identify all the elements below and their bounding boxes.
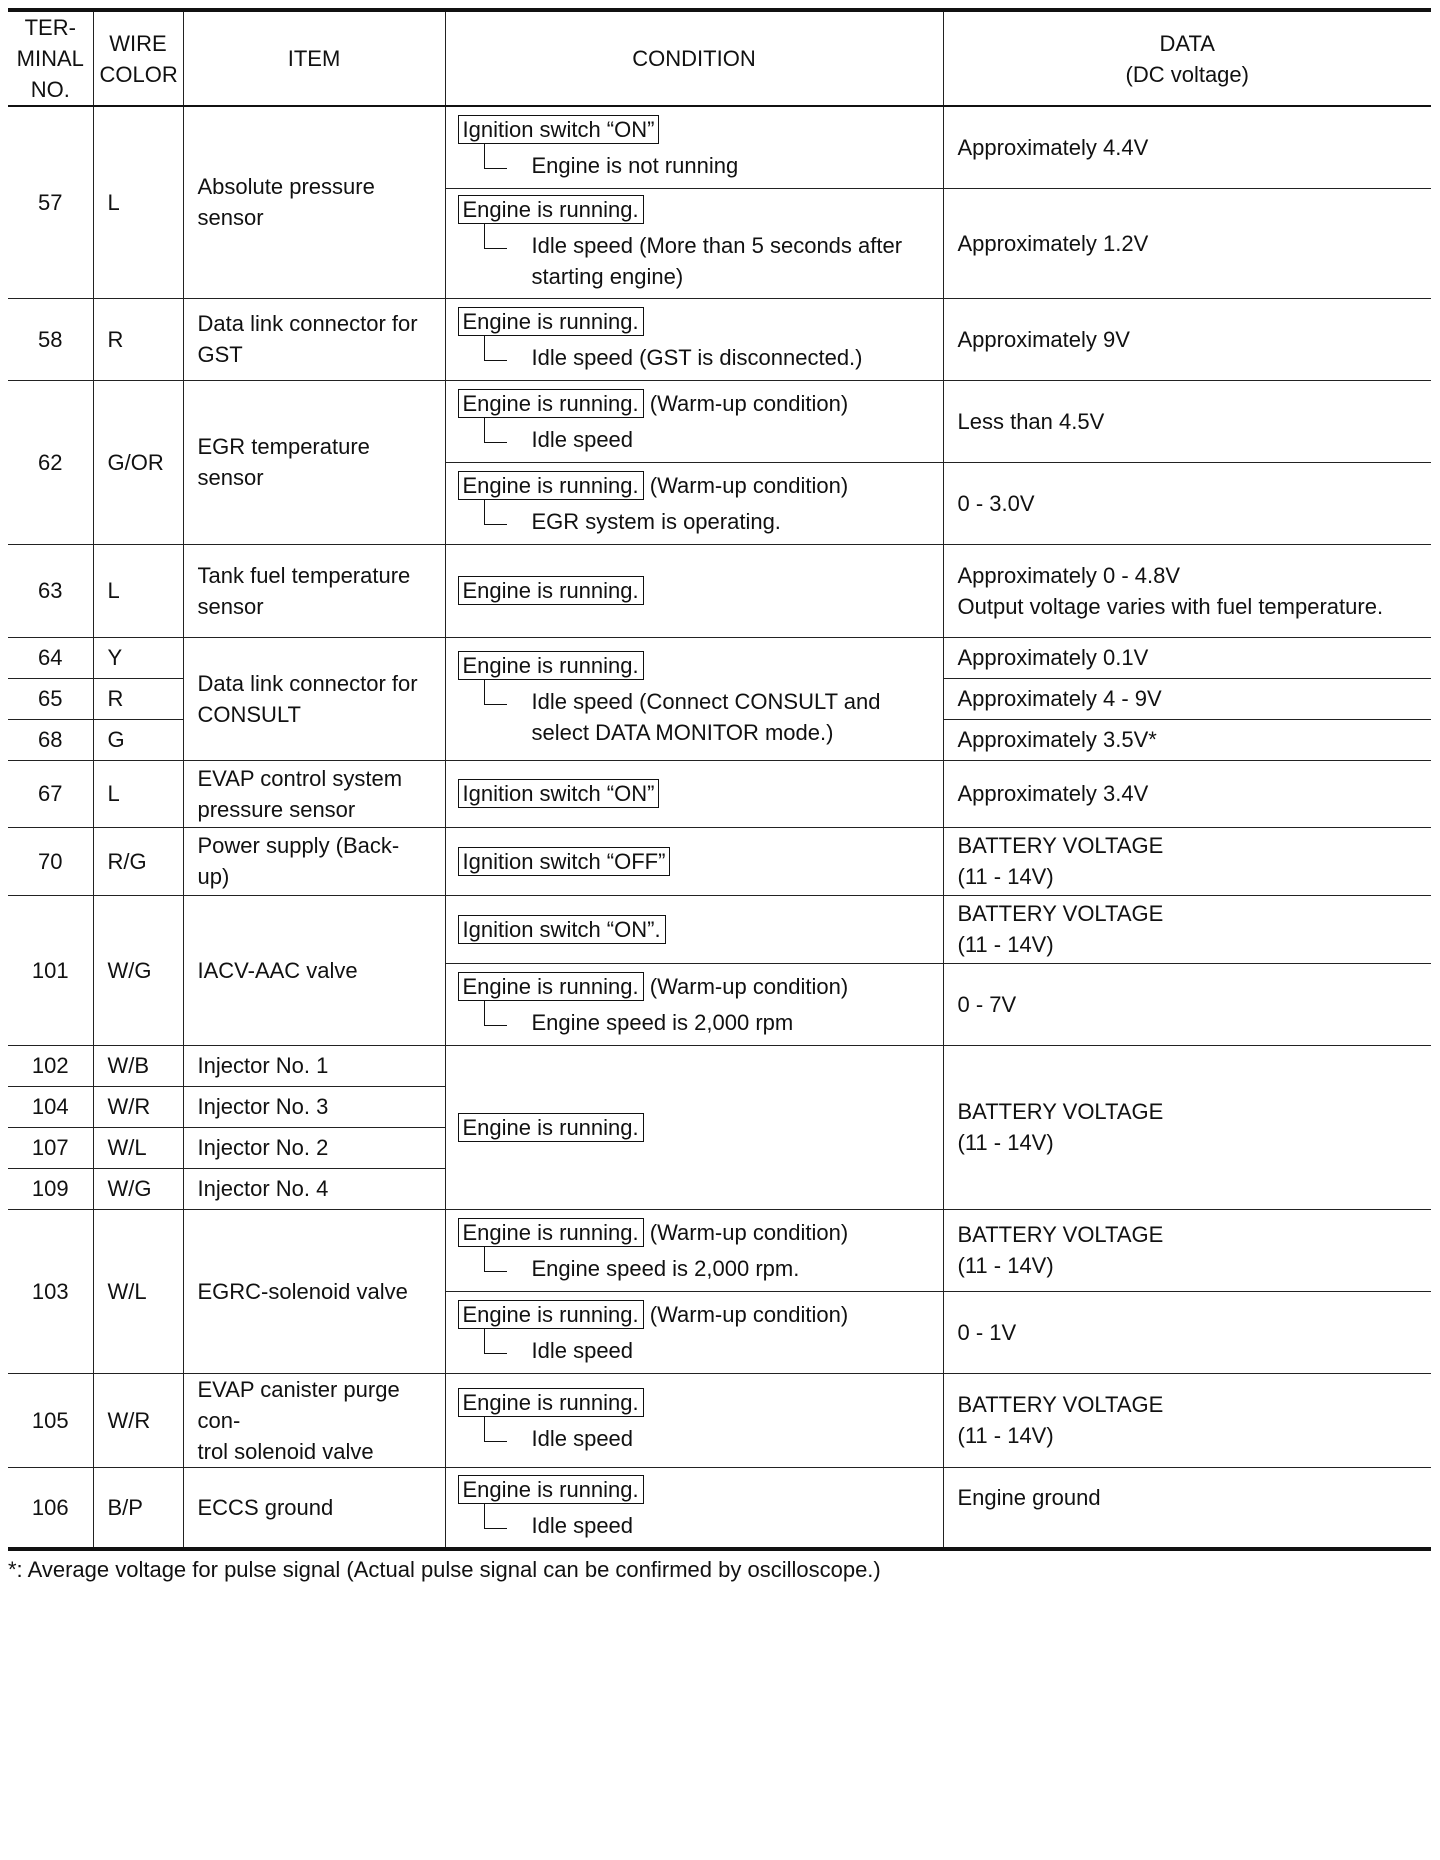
wire-color: W/R [93, 1373, 183, 1467]
branch-icon [484, 1247, 507, 1272]
item-name: IACV-AAC valve [183, 895, 445, 1045]
header-item: ITEM [183, 10, 445, 106]
data-value: BATTERY VOLTAGE (11 - 14V) [943, 1373, 1431, 1467]
data-value: Approximately 4 - 9V [943, 678, 1431, 719]
branch-icon [484, 418, 507, 443]
terminal-no: 101 [8, 895, 93, 1045]
wire-color: W/B [93, 1045, 183, 1086]
condition-box: Engine is running. [458, 972, 644, 1001]
table-row-terminal-64 [8, 637, 1431, 678]
item-name: EVAP control system pressure sensor [183, 760, 445, 827]
condition-extra: (Warm-up condition) [649, 973, 849, 999]
wire-color: W/R [93, 1086, 183, 1127]
condition-box: Engine is running. [458, 389, 644, 418]
table-row-terminal-58 [8, 298, 1431, 380]
branch-icon [484, 336, 507, 361]
condition-sub: Idle speed [531, 1512, 634, 1538]
condition-box: Ignition switch “OFF” [458, 847, 671, 876]
condition-sub: Engine speed is 2,000 rpm. [531, 1255, 800, 1281]
item-name: Data link connector for GST [183, 298, 445, 380]
condition-cell [445, 188, 943, 298]
item-name: Injector No. 1 [183, 1045, 445, 1086]
item-name: EGR temperature sensor [183, 380, 445, 544]
condition-box: Ignition switch “ON”. [458, 915, 666, 944]
table-row-terminal-63 [8, 544, 1431, 637]
data-value: Engine ground [943, 1467, 1431, 1549]
header-condition: CONDITION [445, 10, 943, 106]
condition-box: Engine is running. [458, 1388, 644, 1417]
terminal-no: 105 [8, 1373, 93, 1467]
item-name: Data link connector for CONSULT [183, 637, 445, 760]
condition-sub: Engine is not running [531, 152, 739, 178]
table-row-terminal-67 [8, 760, 1431, 827]
wire-color: L [93, 106, 183, 298]
data-value: Approximately 3.4V [943, 760, 1431, 827]
data-value: Approximately 0.1V [943, 637, 1431, 678]
terminal-no: 63 [8, 544, 93, 637]
condition-cell [445, 1373, 943, 1467]
data-value: BATTERY VOLTAGE (11 - 14V) [943, 1209, 1431, 1291]
branch-icon [484, 1504, 507, 1529]
wire-color: Y [93, 637, 183, 678]
table-row-terminal-70 [8, 827, 1431, 895]
table-row-terminal-101 [8, 895, 1431, 963]
branch-icon [484, 680, 507, 705]
condition-cell [445, 637, 943, 760]
terminal-no: 104 [8, 1086, 93, 1127]
condition-cell [445, 1209, 943, 1291]
wire-color: W/L [93, 1127, 183, 1168]
footnote: *: Average voltage for pulse signal (Actual pulse signal can be confirmed by oscilloscope.) [8, 1557, 881, 1582]
item-name: EVAP canister purge con- trol solenoid valve [183, 1373, 445, 1467]
condition-cell [445, 544, 943, 637]
condition-box: Engine is running. [458, 651, 644, 680]
terminal-no: 109 [8, 1168, 93, 1209]
terminal-no: 64 [8, 637, 93, 678]
condition-cell [445, 380, 943, 462]
condition-cell [445, 106, 943, 188]
table-row-terminal-103 [8, 1209, 1431, 1291]
terminal-data-table [8, 8, 1431, 1551]
condition-box: Engine is running. [458, 576, 644, 605]
terminal-no: 68 [8, 719, 93, 760]
condition-box: Ignition switch “ON” [458, 115, 660, 144]
condition-box: Engine is running. [458, 1113, 644, 1142]
terminal-no: 103 [8, 1209, 93, 1373]
terminal-no: 70 [8, 827, 93, 895]
condition-extra: (Warm-up condition) [649, 1301, 849, 1327]
terminal-no: 62 [8, 380, 93, 544]
condition-box: Engine is running. [458, 307, 644, 336]
condition-box: Engine is running. [458, 195, 644, 224]
condition-box: Engine is running. [458, 1300, 644, 1329]
branch-icon [484, 1329, 507, 1354]
condition-box: Ignition switch “ON” [458, 779, 660, 808]
condition-cell [445, 895, 943, 963]
data-value: Approximately 4.4V [943, 106, 1431, 188]
item-name: EGRC-solenoid valve [183, 1209, 445, 1373]
item-name: Absolute pressure sensor [183, 106, 445, 298]
item-name: Injector No. 2 [183, 1127, 445, 1168]
condition-cell [445, 298, 943, 380]
header-wire-color: WIRE COLOR [93, 10, 183, 106]
item-name: Injector No. 3 [183, 1086, 445, 1127]
condition-extra: (Warm-up condition) [649, 1219, 849, 1245]
header-row [8, 10, 1431, 106]
condition-sub: Idle speed [531, 1337, 634, 1363]
wire-color: R [93, 678, 183, 719]
data-value: Approximately 9V [943, 298, 1431, 380]
table-row-terminal-57 [8, 106, 1431, 188]
condition-sub: Engine speed is 2,000 rpm [531, 1009, 794, 1035]
wire-color: R/G [93, 827, 183, 895]
table-row-terminal-102 [8, 1045, 1431, 1086]
condition-cell [445, 963, 943, 1045]
condition-cell [445, 1045, 943, 1209]
wire-color: W/G [93, 895, 183, 1045]
data-value: Less than 4.5V [943, 380, 1431, 462]
condition-sub: Idle speed [531, 1425, 634, 1451]
terminal-no: 107 [8, 1127, 93, 1168]
data-value: BATTERY VOLTAGE (11 - 14V) [943, 895, 1431, 963]
terminal-no: 65 [8, 678, 93, 719]
condition-cell [445, 827, 943, 895]
wire-color: G [93, 719, 183, 760]
header-terminal-no: TER- MINAL NO. [8, 10, 93, 106]
wire-color: W/G [93, 1168, 183, 1209]
condition-box: Engine is running. [458, 471, 644, 500]
item-name: Power supply (Back-up) [183, 827, 445, 895]
condition-extra: (Warm-up condition) [649, 390, 849, 416]
branch-icon [484, 224, 507, 249]
table-row-terminal-106 [8, 1467, 1431, 1549]
wire-color: L [93, 760, 183, 827]
condition-sub: Idle speed (More than 5 seconds after starting engine) [531, 233, 903, 289]
data-value: BATTERY VOLTAGE (11 - 14V) [943, 827, 1431, 895]
condition-sub: Idle speed [531, 426, 634, 452]
item-name: Tank fuel temperature sensor [183, 544, 445, 637]
condition-extra: (Warm-up condition) [649, 472, 849, 498]
terminal-no: 67 [8, 760, 93, 827]
condition-sub: Idle speed (Connect CONSULT and select DATA MONITOR mode.) [531, 688, 881, 745]
condition-sub: EGR system is operating. [531, 508, 781, 534]
data-value: Approximately 3.5V* [943, 719, 1431, 760]
terminal-no: 58 [8, 298, 93, 380]
data-value: Approximately 0 - 4.8V Output voltage varies with fuel temperature. [943, 544, 1431, 637]
branch-icon [484, 144, 507, 169]
wire-color: B/P [93, 1467, 183, 1549]
item-name: Injector No. 4 [183, 1168, 445, 1209]
condition-cell [445, 1467, 943, 1549]
branch-icon [484, 1417, 507, 1442]
wire-color: W/L [93, 1209, 183, 1373]
terminal-no: 57 [8, 106, 93, 298]
terminal-no: 102 [8, 1045, 93, 1086]
item-name: ECCS ground [183, 1467, 445, 1549]
wire-color: R [93, 298, 183, 380]
data-value: 0 - 7V [943, 963, 1431, 1045]
branch-icon [484, 500, 507, 525]
wire-color: G/OR [93, 380, 183, 544]
condition-cell [445, 760, 943, 827]
condition-box: Engine is running. [458, 1475, 644, 1504]
data-value: Approximately 1.2V [943, 188, 1431, 298]
data-value: BATTERY VOLTAGE (11 - 14V) [943, 1045, 1431, 1209]
header-data: DATA (DC voltage) [943, 10, 1431, 106]
data-value: 0 - 1V [943, 1291, 1431, 1373]
wire-color: L [93, 544, 183, 637]
condition-sub: Idle speed (GST is disconnected.) [531, 344, 863, 370]
table-row-terminal-62 [8, 380, 1431, 462]
data-value: 0 - 3.0V [943, 462, 1431, 544]
terminal-no: 106 [8, 1467, 93, 1549]
condition-box: Engine is running. [458, 1218, 644, 1247]
branch-icon [484, 1001, 507, 1026]
condition-cell [445, 462, 943, 544]
condition-cell [445, 1291, 943, 1373]
table-row-terminal-105 [8, 1373, 1431, 1467]
terminal-table-page [8, 8, 1431, 1583]
